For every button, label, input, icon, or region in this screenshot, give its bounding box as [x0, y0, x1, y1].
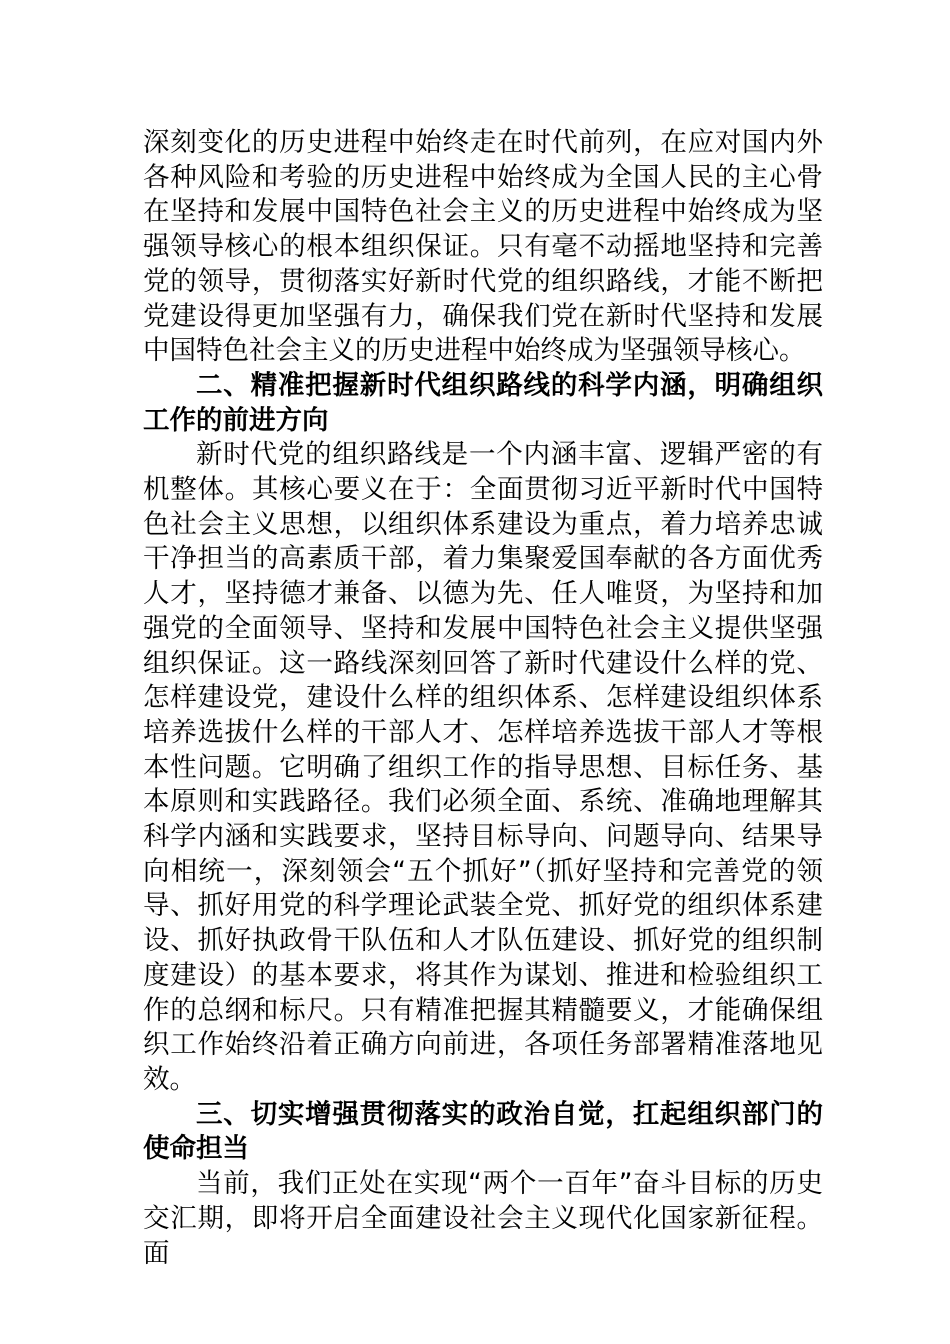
section-heading-2: 二、精准把握新时代组织路线的科学内涵，明确组织工作的前进方向: [143, 369, 823, 436]
paragraph-section-2: 新时代党的组织路线是一个内涵丰富、逻辑严密的有机整体。其核心要义在于：全面贯彻习近平新时代中国特色社会主义思想，以组织体系建设为重点，着力培养忠诚干净担当的高素质干部，着力集聚爱国奉献的各方面优秀人才，坚持德才兼备、以德为先、任人唯贤，为坚持和加强党的全面领导、坚持和发展中国特色社会主义提供坚强组织保证。这一路线深刻回答了新时代建设什么样的党、怎样建设党，建设什么样的组织体系、怎样建设组织体系培养选拔什么样的干部人才、怎样培养选拔干部人才等根本性问题。它明确了组织工作的指导思想、目标任务、基本原则和实践路径。我们必须全面、系统、准确地理解其科学内涵和实践要求，坚持目标导向、问题导向、结果导向相统一，深刻领会“五个抓好”（抓好坚持和完善党的领导、抓好用党的科学理论武装全党、抓好党的组织体系建设、抓好执政骨干队伍和人才队伍建设、抓好党的组织制度建设）的基本要求，将其作为谋划、推进和检验组织工作的总纲和标尺。只有精准把握其精髓要义，才能确保组织工作始终沿着正确方向前进，各项任务部署精准落地见效。: [143, 439, 823, 1095]
section-heading-3: 三、切实增强贯彻落实的政治自觉，扛起组织部门的使命担当: [143, 1098, 823, 1165]
paragraph-continuation: 深刻变化的历史进程中始终走在时代前列，在应对国内外各种风险和考验的历史进程中始终成为全国人民的主心骨在坚持和发展中国特色社会主义的历史进程中始终成为坚强领导核心的根本组织保证。只有毫不动摇地坚持和完善党的领导，贯彻落实好新时代党的组织路线，才能不断把党建设得更加坚强有力，确保我们党在新时代坚持和发展中国特色社会主义的历史进程中始终成为坚强领导核心。: [143, 127, 823, 367]
paragraph-section-3: 当前，我们正处在实现“两个一百年”奋斗目标的历史交汇期，即将开启全面建设社会主义现代化国家新征程。面: [143, 1168, 823, 1269]
document-body: [143, 126, 823, 1271]
